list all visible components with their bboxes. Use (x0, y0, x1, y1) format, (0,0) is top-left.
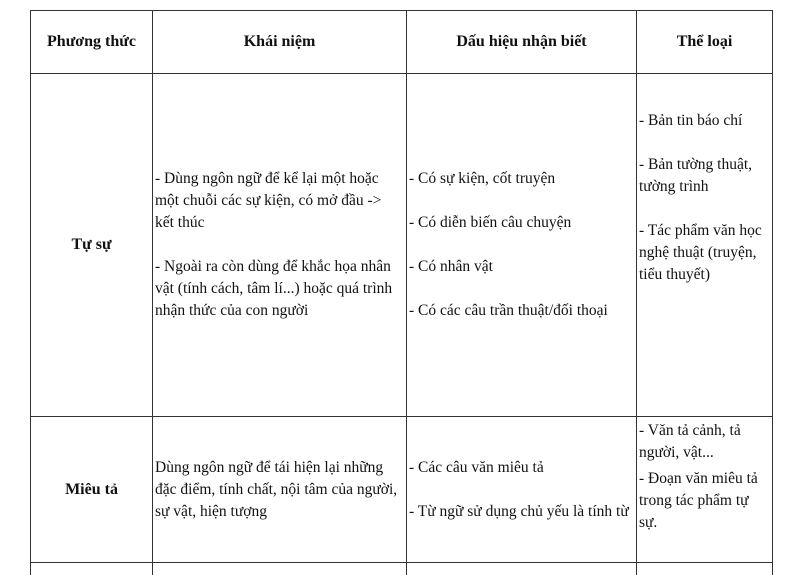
method-cell: Tự sự (31, 74, 153, 417)
genre-item: - Tác phẩm văn học nghệ thuật (truyện, tiểu thuyết) (639, 220, 769, 286)
table-row-mieu-ta (31, 417, 773, 563)
concept-text: - Dùng ngôn ngữ để kể lại một hoặc một chuỗi các sự kiện, có mở đầu -> kết thúc (155, 168, 403, 234)
empty-cell (31, 563, 153, 575)
signs-cell (407, 417, 637, 563)
header-method: Phương thức (31, 11, 153, 74)
table-row-tu-su (31, 74, 773, 417)
empty-cell (407, 563, 637, 575)
method-cell: Miêu tả (31, 417, 153, 563)
concept-cell (153, 74, 407, 417)
table-row-partial (31, 563, 773, 575)
concept-text: - Ngoài ra còn dùng để khắc họa nhân vật (tính cách, tâm lí...) hoặc quá trình nhận thức của con người (155, 256, 403, 322)
comparison-table (30, 10, 773, 575)
genre-item: - Đoạn văn miêu tả trong tác phẩm tự sự. (639, 468, 769, 534)
comparison-table-container (30, 10, 772, 575)
sign-item: - Các câu văn miêu tả (409, 457, 633, 479)
genre-cell (637, 74, 773, 417)
genre-item: - Bản tin báo chí (639, 110, 769, 132)
header-row (31, 11, 773, 74)
sign-item: - Có các câu trần thuật/đối thoại (409, 300, 633, 322)
header-signs: Dấu hiệu nhận biết (407, 11, 637, 74)
sign-item: - Có nhân vật (409, 256, 633, 278)
header-genre: Thể loại (637, 11, 773, 74)
concept-text: Dùng ngôn ngữ để tái hiện lại những đặc điểm, tính chất, nội tâm của người, sự vật, hiện tượng (155, 457, 403, 523)
empty-cell (637, 563, 773, 575)
genre-cell (637, 417, 773, 563)
empty-cell (153, 563, 407, 575)
sign-item: - Từ ngữ sử dụng chủ yếu là tính từ (409, 501, 633, 523)
sign-item: - Có diễn biến câu chuyện (409, 212, 633, 234)
sign-item: - Có sự kiện, cốt truyện (409, 168, 633, 190)
header-concept: Khái niệm (153, 11, 407, 74)
signs-cell (407, 74, 637, 417)
genre-item: - Bản tường thuật, tường trình (639, 154, 769, 198)
concept-cell (153, 417, 407, 563)
genre-item: - Văn tả cảnh, tả người, vật... (639, 420, 769, 464)
